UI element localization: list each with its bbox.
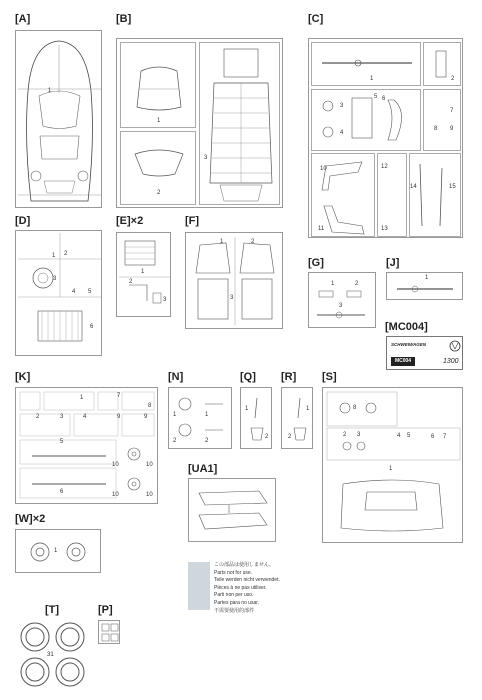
- part-number: 1: [48, 88, 52, 94]
- part-number: 14: [410, 184, 417, 190]
- part-number: 1: [245, 406, 249, 412]
- section-label-q: [Q]: [240, 371, 256, 383]
- sprue-w: [15, 529, 101, 573]
- part-number: 5: [407, 433, 411, 439]
- sprue-c-sub4: [423, 89, 461, 151]
- section-label-w: [W]×2: [15, 513, 46, 525]
- part-number: 4: [397, 433, 401, 439]
- sprue-c-sub1: [311, 42, 421, 86]
- sprue-r: [281, 387, 313, 449]
- decal-sheet: [386, 336, 463, 370]
- part-number: 1: [389, 466, 393, 472]
- note-line-de: Teile werden nicht verwendet.: [214, 577, 280, 584]
- rod-parts-icon: [410, 154, 462, 238]
- part-number: 4: [83, 414, 87, 420]
- part-number: 9: [144, 414, 148, 420]
- sprue-d: [15, 230, 102, 356]
- door-panels-icon: [186, 233, 284, 330]
- part-number: 1: [331, 281, 335, 287]
- part-number: 2: [288, 434, 292, 440]
- part-number: 7: [450, 108, 454, 114]
- section-label-b: [B]: [116, 13, 132, 25]
- bracket-part-icon: [424, 43, 462, 87]
- part-number: 3: [230, 295, 234, 301]
- part-number: 1: [306, 406, 310, 412]
- sprue-b: [116, 38, 283, 208]
- s-parts-icon: [323, 388, 464, 544]
- e-parts-icon: [117, 233, 172, 318]
- sprue-c-sub3: [311, 89, 421, 151]
- part-number: 6: [382, 96, 386, 102]
- ua1-parts-icon: [189, 479, 277, 543]
- unused-parts-note: [214, 562, 280, 615]
- part-number: 3: [357, 432, 361, 438]
- part-number: 1: [141, 269, 145, 275]
- sprue-f: [185, 232, 283, 329]
- part-number: 2: [343, 432, 347, 438]
- hood-part-icon: [121, 43, 197, 129]
- sprue-c-sub5: [311, 153, 375, 237]
- section-label-e: [E]×2: [116, 215, 144, 227]
- sprue-s: [322, 387, 463, 543]
- note-line-fr: Pièces à ne pas utiliser.: [214, 584, 267, 591]
- part-number: 1: [80, 395, 84, 401]
- part-number: 6: [90, 324, 94, 330]
- section-label-s: [S]: [322, 371, 337, 383]
- n-parts-icon: [169, 388, 233, 450]
- sprue-c-sub2: [423, 42, 461, 86]
- part-number: 1: [205, 412, 209, 418]
- section-label-n: [N]: [168, 371, 184, 383]
- wheel-rims-icon: [16, 530, 102, 574]
- note-line-ja: この部品は使用しません。: [214, 562, 275, 568]
- sprue-p: [98, 620, 120, 644]
- section-label-mc004: [MC004]: [385, 321, 428, 333]
- part-number: 6: [60, 489, 64, 495]
- part-number: 3: [340, 103, 344, 109]
- section-label-p: [P]: [98, 604, 113, 616]
- part-number: 2: [265, 434, 269, 440]
- part-number: 11: [318, 226, 325, 232]
- part-number: 2: [251, 239, 255, 245]
- part-number: 10: [320, 166, 327, 172]
- part-number: 10: [112, 492, 119, 498]
- part-number: 10: [112, 462, 119, 468]
- part-number: 15: [449, 184, 456, 190]
- part-number: 3: [204, 155, 208, 161]
- sprue-b-sub2: [120, 131, 196, 205]
- part-number: 3: [60, 414, 64, 420]
- section-label-j: [J]: [386, 257, 400, 269]
- section-label-r: [R]: [281, 371, 297, 383]
- part-number: 5: [88, 289, 92, 295]
- note-line-zh: 不需要使用的部件: [214, 607, 255, 614]
- k-parts-icon: [16, 388, 159, 505]
- part-number: 6: [431, 434, 435, 440]
- part-number: 1: [220, 239, 224, 245]
- decal-script: SCHWEIWAGEN: [391, 342, 427, 347]
- sprue-b-sub3: [199, 42, 280, 205]
- part-number: 1: [370, 76, 374, 82]
- part-number: 8: [148, 403, 152, 409]
- small-parts-icon: [312, 90, 422, 152]
- part-number: 4: [72, 289, 76, 295]
- part-number: 1: [425, 275, 429, 281]
- part-number: 7: [443, 434, 447, 440]
- section-label-k: [K]: [15, 371, 31, 383]
- part-number: 2: [205, 438, 209, 444]
- part-number: 1: [173, 412, 177, 418]
- part-number: 2: [157, 190, 161, 196]
- section-label-d: [D]: [15, 215, 31, 227]
- part-number: 3: [163, 297, 167, 303]
- q-parts-icon: [241, 388, 273, 450]
- part-number: 9: [117, 414, 121, 420]
- sprue-c: [308, 38, 463, 238]
- section-label-a: [A]: [15, 13, 31, 25]
- part-number: 5: [60, 439, 64, 445]
- part-number: 2: [355, 281, 359, 287]
- g-parts-icon: [309, 273, 377, 329]
- note-line-es: Partes para no usar.: [214, 599, 260, 606]
- part-number: 1: [52, 253, 56, 259]
- sprue-j: [386, 272, 463, 300]
- p-parts-icon: [99, 621, 121, 645]
- sprue-ua1: [188, 478, 276, 542]
- part-number: 9: [450, 126, 454, 132]
- section-label-g: [G]: [308, 257, 324, 269]
- part-number: 2: [173, 438, 177, 444]
- part-number: 2: [36, 414, 40, 420]
- r-parts-icon: [282, 388, 314, 450]
- part-number: 10: [146, 492, 153, 498]
- sprue-c-sub7: [409, 153, 461, 237]
- part-number: 2: [64, 251, 68, 257]
- car-body-icon: [16, 31, 103, 209]
- sprue-n: [168, 387, 232, 449]
- part-number: 8: [353, 405, 357, 411]
- section-label-t: [T]: [45, 604, 60, 616]
- axle-part-icon: [312, 43, 422, 87]
- sprue-a: [15, 30, 102, 208]
- sprue-c-sub6: [377, 153, 407, 237]
- part-number: 3: [339, 303, 343, 309]
- section-label-f: [F]: [185, 215, 200, 227]
- part-number: 31: [47, 652, 54, 658]
- sprue-e: [116, 232, 171, 317]
- decal-plate: MC004: [391, 357, 415, 366]
- part-number: 3: [53, 276, 57, 282]
- part-number: 1: [54, 548, 58, 554]
- section-label-ua1: [UA1]: [188, 463, 218, 475]
- sprue-b-sub1: [120, 42, 196, 128]
- sprue-q: [240, 387, 272, 449]
- part-number: 13: [381, 226, 388, 232]
- part-number: 2: [451, 76, 455, 82]
- unused-color-swatch: [188, 562, 210, 610]
- sprue-g: [308, 272, 376, 328]
- note-line-it: Parti non per uso.: [214, 592, 254, 599]
- part-number: 10: [146, 462, 153, 468]
- part-number: 8: [434, 126, 438, 132]
- chassis-part-icon: [200, 43, 281, 206]
- part-number: 12: [381, 164, 388, 170]
- part-number: 2: [129, 279, 133, 285]
- section-label-c: [C]: [308, 13, 324, 25]
- part-number: 7: [117, 393, 121, 399]
- note-line-en: Parts not for use.: [214, 569, 253, 576]
- part-number: 1: [157, 118, 161, 124]
- part-number: 5: [374, 94, 378, 100]
- part-number: 4: [340, 130, 344, 136]
- sprue-k: [15, 387, 158, 504]
- decal-number: 1300: [443, 358, 459, 365]
